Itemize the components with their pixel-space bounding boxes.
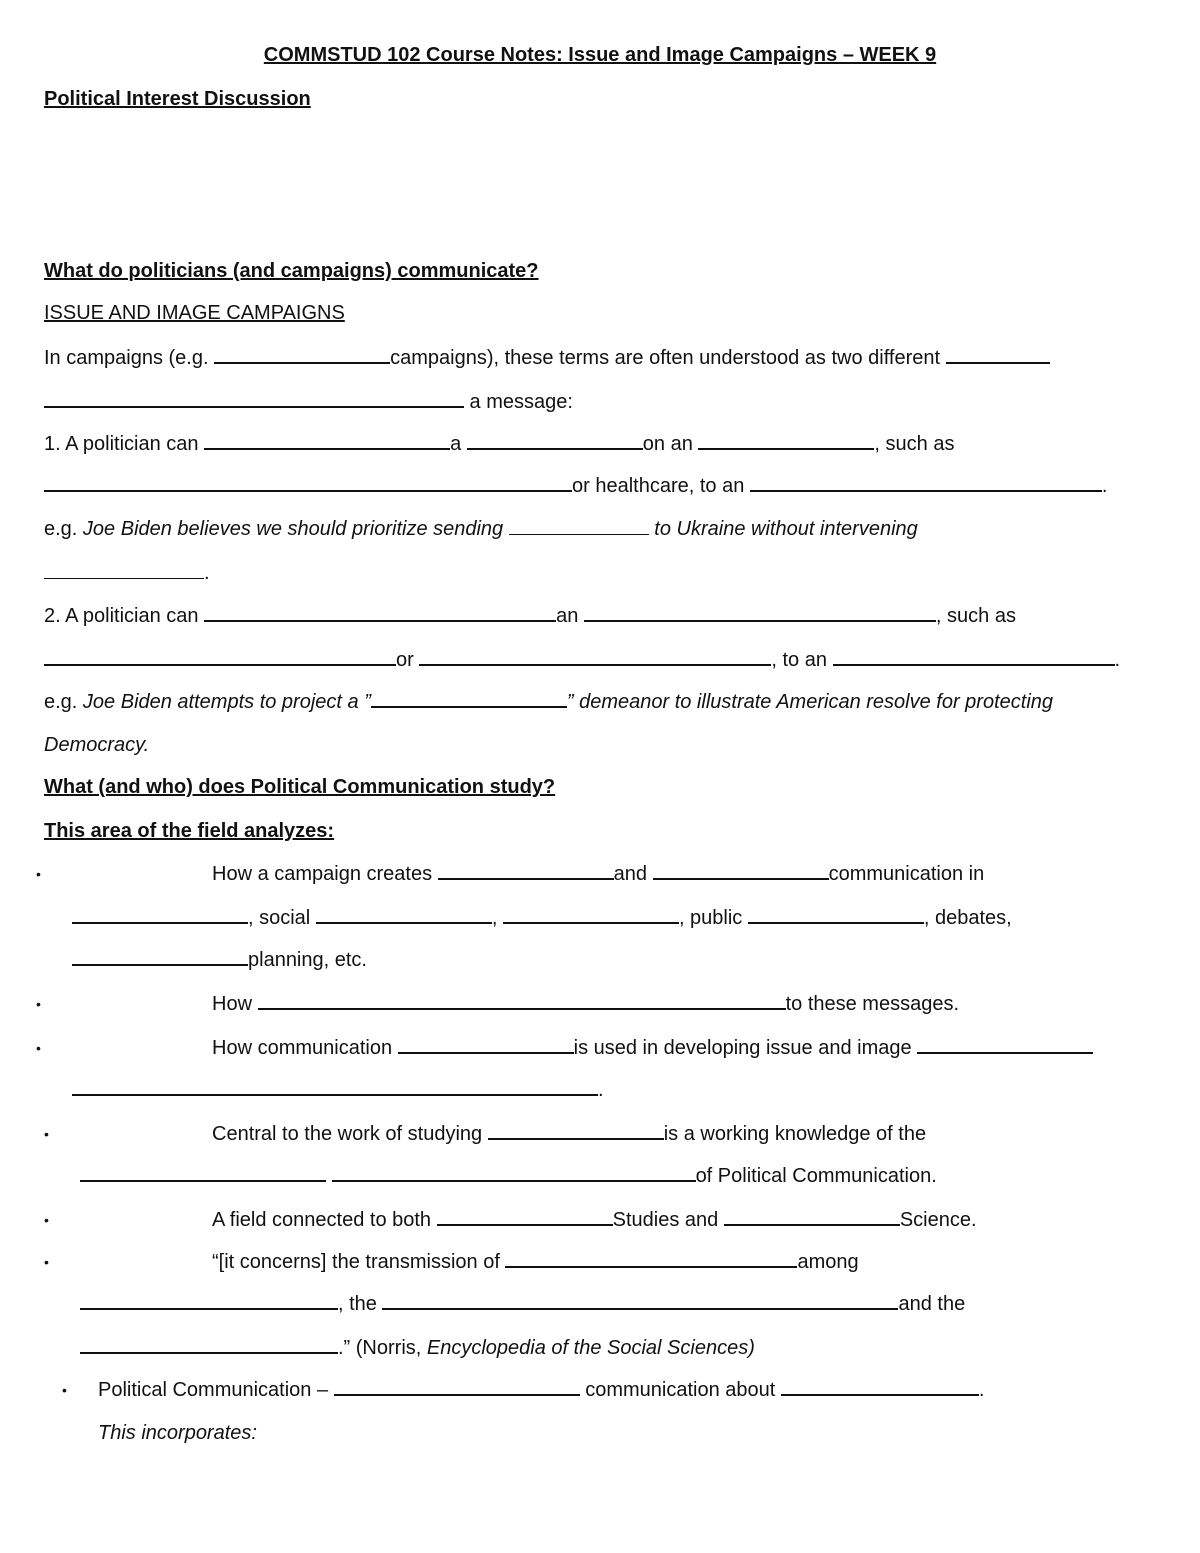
item2-text: or xyxy=(396,649,420,671)
bullet1-text: planning, etc. xyxy=(248,949,367,971)
fill-blank[interactable] xyxy=(204,602,556,622)
item1-text: 1. A politician can xyxy=(44,433,205,455)
bullet5-text: Science. xyxy=(899,1209,977,1231)
fill-blank[interactable] xyxy=(488,1120,664,1140)
example1-line-1 xyxy=(44,516,1200,542)
bullet3-line-1 xyxy=(212,1034,1200,1060)
fill-blank[interactable] xyxy=(382,1290,898,1310)
bullet3-line-2 xyxy=(72,1076,1200,1102)
item1-text: or healthcare, to an xyxy=(572,475,750,497)
example1-prefix: e.g. xyxy=(44,518,83,540)
incorporates-label: This incorporates: xyxy=(98,1422,257,1444)
bullet6-text: and the xyxy=(898,1293,966,1315)
intro-text-1: In campaigns (e.g. xyxy=(44,347,215,369)
example2-text: Joe Biden attempts to project a ” xyxy=(82,691,371,713)
bullet-icon: • xyxy=(44,1126,49,1142)
fill-blank[interactable] xyxy=(698,430,874,450)
bullet4-line-2 xyxy=(80,1162,1200,1188)
bullet-icon: • xyxy=(36,1040,41,1056)
bullet6-line-1 xyxy=(212,1248,1200,1274)
fill-blank[interactable] xyxy=(334,1376,580,1396)
fill-blank[interactable] xyxy=(258,990,786,1010)
bullet7-line xyxy=(98,1376,1200,1402)
bullet6-text: .” (Norris, xyxy=(338,1337,427,1359)
bullet-icon: • xyxy=(44,1212,49,1228)
fill-blank[interactable] xyxy=(917,1034,1093,1054)
bullet1-line-2 xyxy=(72,904,1200,930)
fill-blank[interactable] xyxy=(781,1376,979,1396)
fill-blank[interactable] xyxy=(419,646,771,666)
bullet6-citation: Encyclopedia of the Social Sciences xyxy=(426,1337,749,1359)
item2-line-1 xyxy=(44,602,1200,628)
bullet4-line-1 xyxy=(212,1120,1200,1146)
example1-line-2 xyxy=(44,560,1200,586)
bullet-icon: • xyxy=(36,996,41,1012)
intro-line-1 xyxy=(44,344,1200,370)
fill-blank[interactable] xyxy=(44,646,396,666)
fill-blank[interactable] xyxy=(833,646,1115,666)
fill-blank[interactable] xyxy=(44,388,464,408)
bullet1-text: , xyxy=(491,907,503,929)
fill-blank[interactable] xyxy=(204,430,450,450)
bullet1-text: , debates, xyxy=(923,907,1012,929)
fill-blank[interactable] xyxy=(44,472,572,492)
bullet1-text: communication in xyxy=(828,863,985,885)
bullet6-line-3 xyxy=(80,1334,1200,1360)
bullet2-line xyxy=(212,990,1200,1016)
item2-text: an xyxy=(556,605,584,627)
fill-blank[interactable] xyxy=(653,860,829,880)
bullet3-text: How communication xyxy=(212,1037,398,1059)
bullet2-text: to these messages. xyxy=(785,993,960,1015)
fill-blank[interactable] xyxy=(72,904,248,924)
intro-line-2 xyxy=(44,388,1200,414)
fill-blank[interactable] xyxy=(438,860,614,880)
page-title: COMMSTUD 102 Course Notes: Issue and Image Campaigns – WEEK 9 xyxy=(263,44,937,66)
heading-field-analyzes: This area of the field analyzes: xyxy=(44,820,335,842)
fill-blank[interactable] xyxy=(80,1334,338,1354)
item2-line-2 xyxy=(44,646,1200,672)
bullet3-text: is used in developing issue and image xyxy=(573,1037,918,1059)
bullet1-text: How a campaign creates xyxy=(212,863,438,885)
bullet6-text: among xyxy=(797,1251,859,1273)
fill-blank[interactable] xyxy=(724,1206,900,1226)
item2-text: 2. A politician can xyxy=(44,605,205,627)
bullet4-text: Central to the work of studying xyxy=(212,1123,488,1145)
bullet6-text: , the xyxy=(338,1293,383,1315)
fill-blank[interactable] xyxy=(332,1162,696,1182)
fill-blank[interactable] xyxy=(750,472,1102,492)
example1-end: . xyxy=(204,562,210,584)
fill-blank[interactable] xyxy=(584,602,936,622)
intro-text-3: a message: xyxy=(464,391,573,413)
item1-text: , such as xyxy=(874,433,955,455)
item1-text: . xyxy=(1101,475,1108,497)
item2-text: . xyxy=(1114,649,1121,671)
item1-line-1 xyxy=(44,430,1200,456)
heading-what-study: What (and who) does Political Communication study? xyxy=(44,776,556,798)
fill-blank[interactable] xyxy=(748,904,924,924)
example2-text: ” demeanor to illustrate American resolve for protecting xyxy=(566,691,1054,713)
item2-text: , such as xyxy=(935,605,1016,627)
fill-blank[interactable] xyxy=(946,344,1050,364)
bullet1-text: , social xyxy=(248,907,316,929)
bullet-icon: • xyxy=(44,1254,49,1270)
bullet6-text: ) xyxy=(748,1337,755,1359)
bullet5-text: Studies and xyxy=(612,1209,724,1231)
bullet-icon: • xyxy=(36,866,41,882)
fill-blank[interactable] xyxy=(72,1076,598,1096)
fill-blank[interactable] xyxy=(316,904,492,924)
bullet7-end: . xyxy=(978,1379,985,1401)
bullet1-text: and xyxy=(613,863,653,885)
fill-blank[interactable] xyxy=(467,430,643,450)
fill-blank[interactable] xyxy=(371,688,567,708)
fill-blank[interactable] xyxy=(214,344,390,364)
fill-blank[interactable] xyxy=(398,1034,574,1054)
heading-political-interest: Political Interest Discussion xyxy=(44,88,311,110)
fill-blank[interactable] xyxy=(437,1206,613,1226)
bullet4-text: is a working knowledge of the xyxy=(663,1123,927,1145)
fill-blank[interactable] xyxy=(80,1162,326,1182)
bullet2-text: How xyxy=(212,993,258,1015)
bullet7-text: communication about xyxy=(579,1379,781,1401)
example2-line-2: Democracy. xyxy=(44,734,150,756)
bullet3-end: . xyxy=(598,1079,604,1101)
item1-line-2 xyxy=(44,472,1200,498)
item1-text: a xyxy=(450,433,467,455)
bullet7-text: Political Communication – xyxy=(98,1379,334,1401)
bullet1-line-1 xyxy=(212,860,1200,886)
bullet-icon: • xyxy=(62,1382,67,1398)
item2-text: , to an xyxy=(771,649,833,671)
heading-issue-image: ISSUE AND IMAGE CAMPAIGNS xyxy=(44,302,345,324)
fill-blank[interactable] xyxy=(72,946,248,966)
bullet5-line xyxy=(212,1206,1200,1232)
bullet5-text: A field connected to both xyxy=(212,1209,437,1231)
example1-text: Joe Biden believes we should prioritize sending xyxy=(82,518,509,540)
item1-text: on an xyxy=(642,433,699,455)
bullet1-text: , public xyxy=(678,907,748,929)
fill-blank[interactable] xyxy=(509,516,649,535)
bullet6-line-2 xyxy=(80,1290,1200,1316)
heading-what-communicate: What do politicians (and campaigns) communicate? xyxy=(44,260,539,282)
bullet4-text: of Political Communication. xyxy=(695,1165,937,1187)
fill-blank[interactable] xyxy=(503,904,679,924)
example2-line-1 xyxy=(44,688,1200,714)
intro-text-2: campaigns), these terms are often understood as two different xyxy=(390,347,946,369)
fill-blank[interactable] xyxy=(505,1248,797,1268)
example2-prefix: e.g. xyxy=(44,691,83,713)
bullet6-text: “[it concerns] the transmission of xyxy=(212,1251,506,1273)
fill-blank[interactable] xyxy=(44,560,204,579)
bullet1-line-3 xyxy=(72,946,1200,972)
fill-blank[interactable] xyxy=(80,1290,338,1310)
example1-text: to Ukraine without intervening xyxy=(648,518,918,540)
